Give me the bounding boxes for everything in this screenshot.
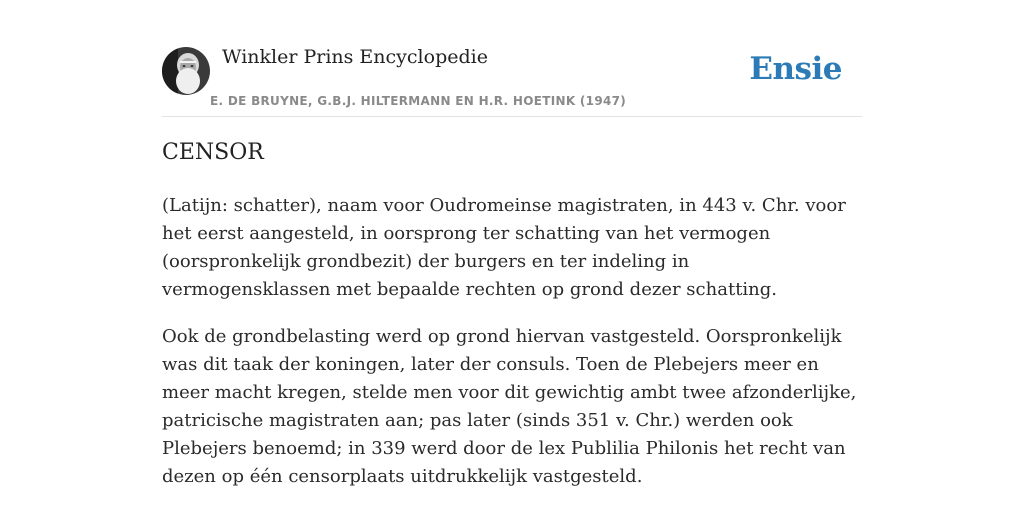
author-avatar[interactable] — [162, 47, 210, 95]
source-title[interactable]: Winkler Prins Encyclopedie — [222, 46, 488, 68]
brand-logo[interactable]: Ensie — [749, 51, 842, 87]
entry-paragraph: (Latijn: schatter), naam voor Oudromeinse magistraten, in 443 v. Chr. voor het eerst aangesteld, in oorsprong ter schatting van het vermogen (oorspronkelijk grondbezit) der burgers en ter indeling in vermogensklassen met bepaalde rechten op grond dezer schatting. — [162, 195, 846, 300]
entry-paragraph: Ook de grondbelasting werd op grond hiervan vastgesteld. Oorspronkelijk was dit taak der koningen, later der consuls. Toen de Plebejers meer en meer macht kregen, stelde men voor dit gewichtig ambt twee afzonderlijke, patricische magistraten aan; pas later (sinds 351 v. Chr.) werden ook Plebejers benoemd; in 339 werd door de lex Publilia Philonis het recht van dezen op één censorplaats uitdrukkelijk vastgesteld. — [162, 326, 857, 487]
page-container — [162, 0, 862, 487]
source-authors: E. DE BRUYNE, G.B.J. HILTERMANN EN H.R. HOETINK (1947) — [210, 94, 627, 108]
portrait-icon — [162, 47, 210, 95]
source-header — [162, 0, 862, 117]
entry-title: CENSOR — [162, 140, 264, 165]
